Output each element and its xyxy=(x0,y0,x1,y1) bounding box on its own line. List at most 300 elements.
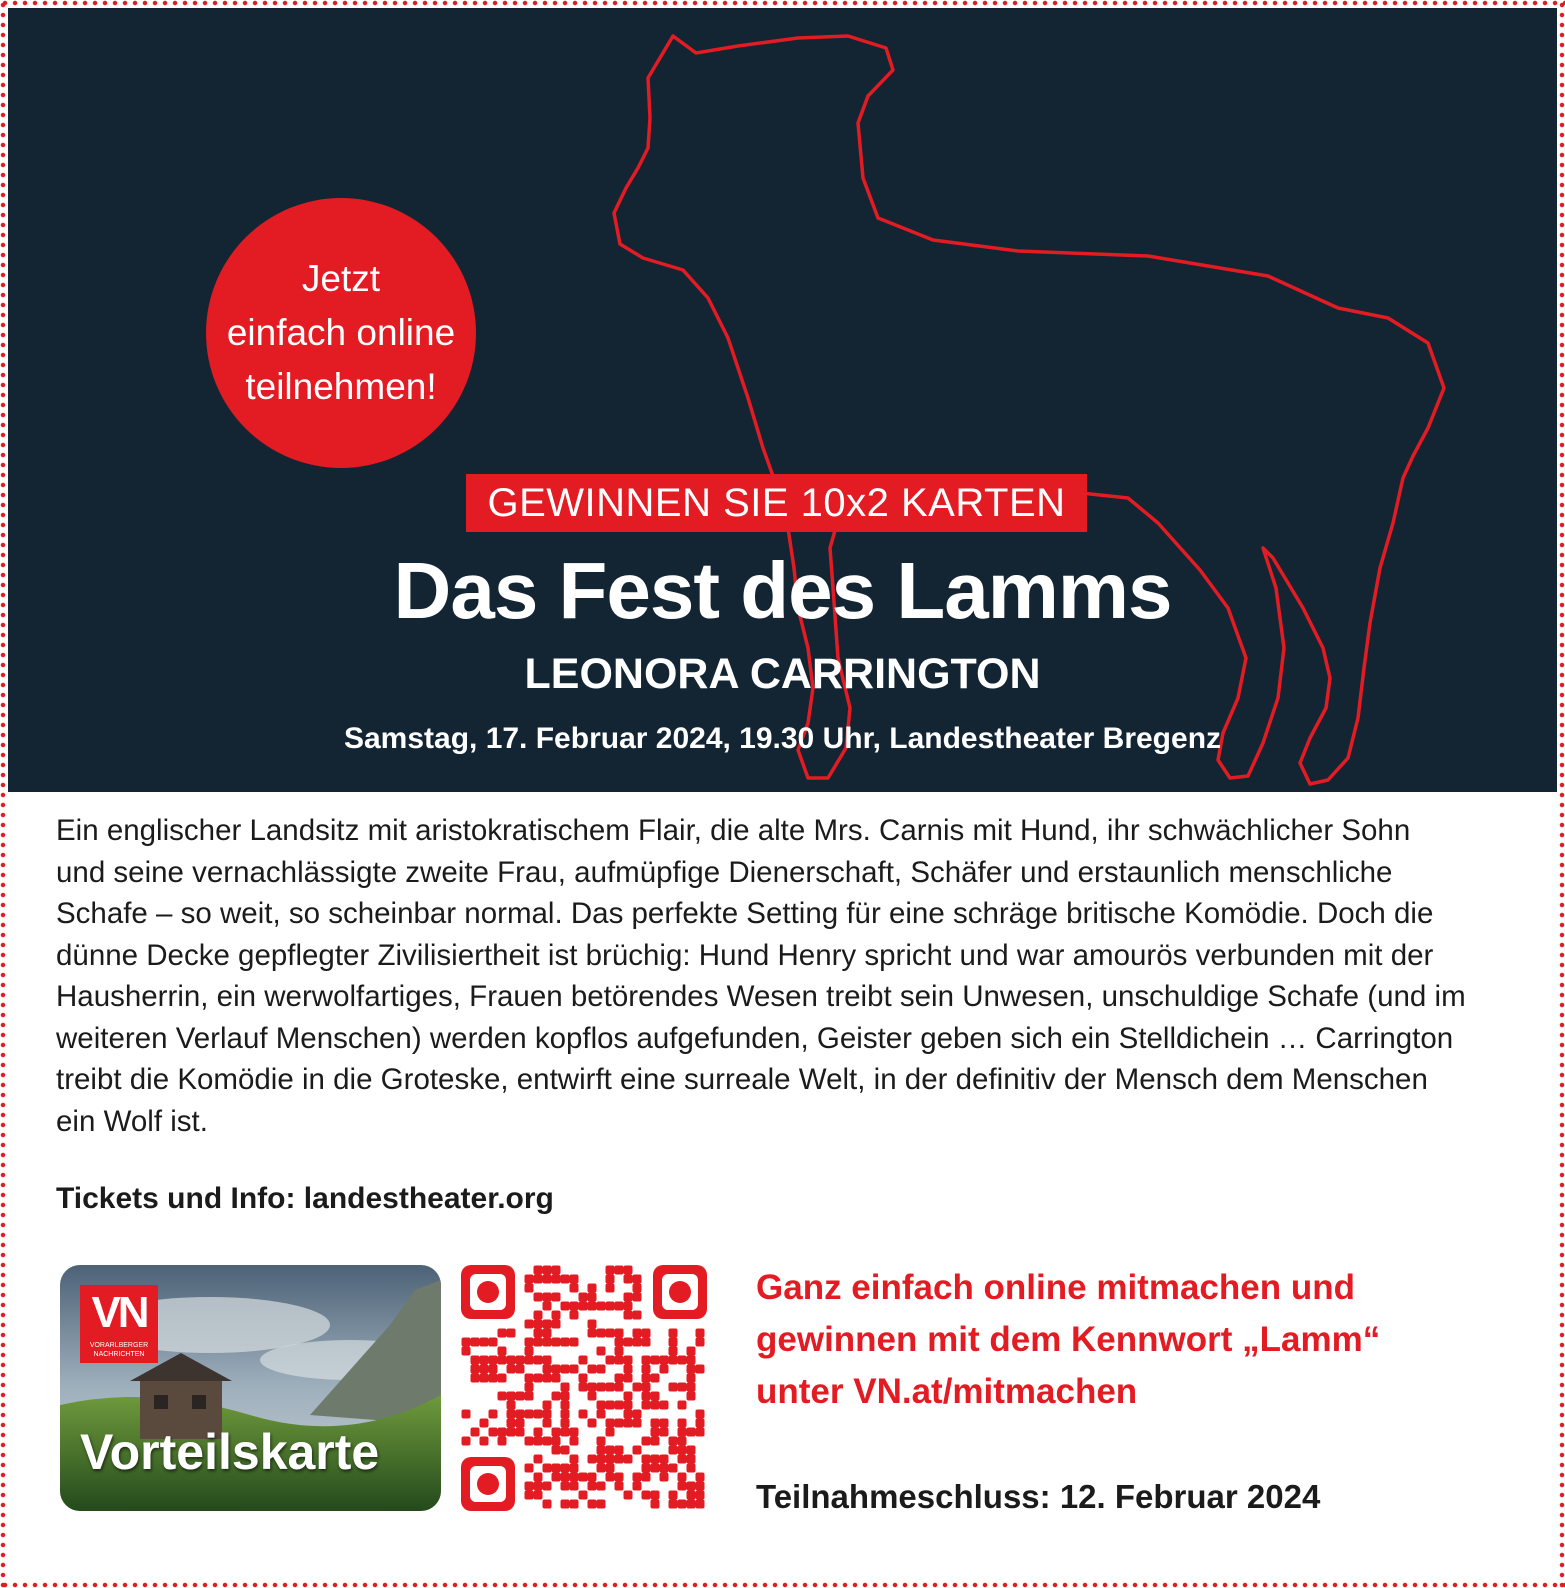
qr-module xyxy=(525,1464,534,1473)
qr-module xyxy=(687,1392,696,1401)
qr-module xyxy=(534,1437,543,1446)
qr-code-icon[interactable] xyxy=(461,1265,707,1511)
qr-module xyxy=(579,1293,588,1302)
qr-module xyxy=(543,1464,552,1473)
qr-module xyxy=(462,1338,471,1347)
coupon-border-right xyxy=(1559,0,1565,1588)
qr-module xyxy=(534,1338,543,1347)
qr-module xyxy=(687,1374,696,1383)
qr-module xyxy=(678,1401,687,1410)
card-label: Vorteilskarte xyxy=(80,1424,380,1480)
qr-module xyxy=(543,1401,552,1410)
qr-module xyxy=(633,1311,642,1320)
participation-deadline: Teilnahmeschluss: 12. Februar 2024 xyxy=(756,1478,1321,1515)
qr-module xyxy=(534,1491,543,1500)
qr-module xyxy=(669,1491,678,1500)
qr-module xyxy=(633,1410,642,1419)
qr-module xyxy=(687,1500,696,1509)
cta-line: Ganz einfach online mitmachen und xyxy=(756,1268,1355,1307)
qr-module xyxy=(615,1329,624,1338)
qr-module xyxy=(588,1419,597,1428)
qr-module xyxy=(561,1392,570,1401)
qr-module xyxy=(624,1392,633,1401)
qr-module xyxy=(534,1320,543,1329)
qr-module xyxy=(651,1392,660,1401)
author-name: LEONORA CARRINGTON xyxy=(524,650,1041,698)
qr-module xyxy=(642,1491,651,1500)
qr-module xyxy=(696,1491,705,1500)
qr-module xyxy=(471,1338,480,1347)
qr-module xyxy=(669,1446,678,1455)
qr-module xyxy=(498,1428,507,1437)
qr-module xyxy=(678,1356,687,1365)
qr-module xyxy=(642,1392,651,1401)
qr-module xyxy=(534,1482,543,1491)
qr-module xyxy=(606,1455,615,1464)
qr-module xyxy=(561,1338,570,1347)
qr-module xyxy=(660,1473,669,1482)
qr-module xyxy=(669,1356,678,1365)
qr-module xyxy=(660,1356,669,1365)
qr-module xyxy=(507,1365,516,1374)
description-line: treibt die Komödie in die Groteske, entwirft eine surreale Welt, in der definitiv der Mensch dem Menschen xyxy=(56,1063,1428,1096)
qr-module xyxy=(696,1410,705,1419)
qr-module xyxy=(480,1338,489,1347)
qr-module xyxy=(606,1356,615,1365)
qr-module xyxy=(480,1437,489,1446)
qr-module xyxy=(570,1311,579,1320)
qr-module xyxy=(534,1275,543,1284)
qr-module xyxy=(534,1293,543,1302)
qr-module xyxy=(570,1482,579,1491)
qr-module xyxy=(507,1329,516,1338)
qr-module xyxy=(651,1419,660,1428)
qr-module xyxy=(480,1374,489,1383)
qr-module xyxy=(462,1347,471,1356)
qr-module xyxy=(597,1455,606,1464)
qr-module xyxy=(642,1464,651,1473)
qr-module xyxy=(687,1365,696,1374)
qr-module xyxy=(606,1419,615,1428)
qr-module xyxy=(615,1455,624,1464)
qr-module xyxy=(597,1464,606,1473)
cta-line: unter VN.at/mitmachen xyxy=(756,1372,1138,1411)
qr-module xyxy=(642,1401,651,1410)
qr-module xyxy=(624,1338,633,1347)
qr-module xyxy=(660,1428,669,1437)
qr-module xyxy=(651,1500,660,1509)
qr-module xyxy=(543,1356,552,1365)
coupon-border-top xyxy=(0,0,1565,6)
qr-module xyxy=(561,1275,570,1284)
qr-module xyxy=(525,1338,534,1347)
qr-module xyxy=(471,1356,480,1365)
qr-module xyxy=(633,1446,642,1455)
qr-module xyxy=(606,1446,615,1455)
qr-module xyxy=(543,1500,552,1509)
qr-module xyxy=(525,1392,534,1401)
qr-module xyxy=(597,1401,606,1410)
qr-module xyxy=(525,1374,534,1383)
qr-module xyxy=(552,1464,561,1473)
qr-module xyxy=(579,1356,588,1365)
qr-module xyxy=(651,1491,660,1500)
qr-module xyxy=(624,1419,633,1428)
qr-module xyxy=(678,1437,687,1446)
qr-module xyxy=(597,1446,606,1455)
description-line: und seine vernachlässigte zweite Frau, aufmüpfige Dienerschaft, Schäfer und erstaunlich menschliche xyxy=(56,855,1393,889)
vn-logo-sub-line: VORARLBERGER xyxy=(89,1342,149,1349)
qr-module xyxy=(624,1311,633,1320)
qr-module xyxy=(606,1428,615,1437)
description-line: weiteren Verlauf Menschen) werden kopflos aufgefunden, Geister geben sich ein Stelldichein … Carrington xyxy=(56,1021,1454,1055)
qr-module xyxy=(489,1356,498,1365)
qr-module xyxy=(606,1464,615,1473)
qr-module xyxy=(597,1302,606,1311)
qr-module xyxy=(624,1410,633,1419)
qr-module xyxy=(543,1482,552,1491)
qr-module xyxy=(624,1302,633,1311)
qr-module xyxy=(525,1356,534,1365)
qr-module xyxy=(552,1365,561,1374)
qr-module xyxy=(696,1482,705,1491)
qr-module xyxy=(624,1401,633,1410)
qr-module xyxy=(615,1347,624,1356)
qr-module xyxy=(642,1383,651,1392)
qr-module xyxy=(615,1482,624,1491)
qr-module xyxy=(570,1275,579,1284)
qr-module xyxy=(552,1428,561,1437)
qr-module xyxy=(615,1356,624,1365)
description-line: ein Wolf ist. xyxy=(56,1104,208,1138)
qr-module xyxy=(615,1419,624,1428)
qr-module xyxy=(534,1473,543,1482)
qr-module xyxy=(543,1266,552,1275)
qr-module xyxy=(525,1410,534,1419)
vorteilskarte-card xyxy=(60,1265,441,1511)
qr-module xyxy=(525,1320,534,1329)
description-line: Schafe – so weit, so scheinbar normal. Das perfekte Setting für eine schräge britische Komödie. Doch die xyxy=(56,897,1434,930)
qr-module xyxy=(471,1374,480,1383)
coupon-border-bottom xyxy=(0,1582,1565,1588)
qr-module xyxy=(588,1500,597,1509)
qr-module xyxy=(597,1500,606,1509)
qr-module xyxy=(651,1437,660,1446)
qr-module xyxy=(606,1302,615,1311)
qr-module xyxy=(525,1383,534,1392)
qr-module xyxy=(552,1338,561,1347)
qr-module xyxy=(480,1356,489,1365)
qr-module xyxy=(552,1446,561,1455)
play-title: Das Fest des Lamms xyxy=(393,546,1172,635)
qr-module xyxy=(669,1464,678,1473)
qr-module xyxy=(570,1500,579,1509)
qr-module xyxy=(624,1365,633,1374)
badge-line: teilnehmen! xyxy=(245,366,437,407)
qr-module xyxy=(543,1329,552,1338)
qr-module xyxy=(615,1338,624,1347)
qr-module xyxy=(615,1446,624,1455)
qr-module xyxy=(534,1428,543,1437)
qr-module xyxy=(597,1365,606,1374)
qr-module xyxy=(543,1410,552,1419)
qr-module xyxy=(552,1437,561,1446)
win-banner: GEWINNEN SIE 10x2 KARTEN xyxy=(466,474,1087,532)
qr-module xyxy=(606,1383,615,1392)
qr-module xyxy=(516,1419,525,1428)
qr-module xyxy=(516,1428,525,1437)
qr-module xyxy=(651,1455,660,1464)
qr-module xyxy=(516,1356,525,1365)
qr-module xyxy=(552,1275,561,1284)
description-paragraph xyxy=(56,810,1506,1142)
qr-module xyxy=(633,1329,642,1338)
qr-module xyxy=(561,1401,570,1410)
qr-module xyxy=(669,1329,678,1338)
qr-module xyxy=(687,1428,696,1437)
qr-module xyxy=(669,1347,678,1356)
qr-module xyxy=(498,1347,507,1356)
qr-module xyxy=(687,1482,696,1491)
qr-module xyxy=(669,1437,678,1446)
description-line: Ein englischer Landsitz mit aristokratischem Flair, die alte Mrs. Carnis mit Hund, ihr schwächlicher Sohn xyxy=(56,814,1411,847)
qr-module xyxy=(498,1437,507,1446)
qr-module xyxy=(678,1500,687,1509)
qr-module xyxy=(516,1410,525,1419)
qr-module xyxy=(552,1392,561,1401)
qr-module xyxy=(660,1365,669,1374)
qr-module xyxy=(651,1428,660,1437)
qr-module xyxy=(462,1437,471,1446)
qr-module xyxy=(507,1410,516,1419)
qr-module xyxy=(570,1365,579,1374)
qr-module xyxy=(570,1284,579,1293)
qr-module xyxy=(624,1455,633,1464)
qr-module xyxy=(516,1365,525,1374)
qr-module xyxy=(696,1419,705,1428)
qr-module xyxy=(597,1329,606,1338)
qr-module xyxy=(642,1437,651,1446)
qr-module xyxy=(570,1428,579,1437)
qr-module xyxy=(588,1455,597,1464)
qr-module xyxy=(588,1365,597,1374)
qr-module xyxy=(642,1365,651,1374)
qr-module xyxy=(615,1383,624,1392)
qr-module xyxy=(588,1383,597,1392)
qr-module xyxy=(525,1437,534,1446)
qr-module xyxy=(687,1383,696,1392)
qr-module xyxy=(633,1383,642,1392)
qr-module xyxy=(678,1473,687,1482)
qr-module xyxy=(687,1347,696,1356)
qr-module xyxy=(507,1419,516,1428)
qr-module xyxy=(534,1329,543,1338)
qr-module xyxy=(669,1500,678,1509)
qr-module xyxy=(579,1473,588,1482)
qr-module xyxy=(516,1392,525,1401)
qr-module xyxy=(570,1464,579,1473)
qr-module xyxy=(588,1293,597,1302)
qr-module xyxy=(489,1410,498,1419)
qr-module xyxy=(624,1491,633,1500)
qr-module xyxy=(579,1410,588,1419)
qr-module xyxy=(525,1482,534,1491)
qr-module xyxy=(579,1491,588,1500)
qr-module xyxy=(570,1338,579,1347)
qr-module xyxy=(534,1266,543,1275)
tickets-info-link[interactable]: Tickets und Info: landestheater.org xyxy=(56,1182,554,1215)
qr-module xyxy=(579,1302,588,1311)
qr-module xyxy=(543,1302,552,1311)
qr-module xyxy=(687,1446,696,1455)
qr-module xyxy=(633,1473,642,1482)
qr-module xyxy=(687,1455,696,1464)
qr-module xyxy=(507,1401,516,1410)
qr-module xyxy=(678,1446,687,1455)
qr-module xyxy=(525,1275,534,1284)
qr-module xyxy=(561,1500,570,1509)
qr-module xyxy=(570,1455,579,1464)
qr-module xyxy=(471,1428,480,1437)
qr-module xyxy=(696,1365,705,1374)
description-line: Hausherrin, ein werwolfartiges, Frauen betörendes Wesen treibt sein Unwesen, unschuldige Schafe (und im xyxy=(56,980,1466,1013)
badge-line: einfach online xyxy=(226,312,456,353)
qr-module xyxy=(678,1455,687,1464)
qr-module xyxy=(633,1284,642,1293)
qr-module xyxy=(597,1383,606,1392)
qr-module xyxy=(597,1482,606,1491)
qr-module xyxy=(651,1464,660,1473)
qr-module xyxy=(552,1473,561,1482)
qr-module xyxy=(525,1491,534,1500)
qr-module xyxy=(489,1428,498,1437)
qr-module xyxy=(660,1419,669,1428)
qr-module xyxy=(489,1374,498,1383)
qr-module xyxy=(642,1473,651,1482)
qr-module xyxy=(570,1473,579,1482)
qr-module xyxy=(633,1275,642,1284)
coupon-border-left xyxy=(0,0,6,1588)
qr-module xyxy=(498,1374,507,1383)
participate-badge[interactable] xyxy=(206,198,476,468)
qr-module xyxy=(651,1356,660,1365)
qr-module xyxy=(498,1392,507,1401)
qr-module xyxy=(498,1329,507,1338)
qr-module xyxy=(570,1302,579,1311)
qr-module xyxy=(552,1293,561,1302)
qr-module xyxy=(606,1329,615,1338)
qr-module xyxy=(606,1284,615,1293)
qr-module xyxy=(615,1374,624,1383)
qr-module xyxy=(606,1266,615,1275)
qr-module xyxy=(561,1428,570,1437)
qr-module xyxy=(687,1356,696,1365)
qr-module xyxy=(606,1401,615,1410)
qr-module xyxy=(534,1356,543,1365)
vn-logo-icon xyxy=(80,1285,158,1363)
qr-module xyxy=(642,1338,651,1347)
qr-module xyxy=(606,1275,615,1284)
qr-module xyxy=(660,1401,669,1410)
qr-module xyxy=(696,1338,705,1347)
qr-module xyxy=(561,1365,570,1374)
qr-module xyxy=(669,1338,678,1347)
qr-module xyxy=(588,1320,597,1329)
qr-module xyxy=(696,1500,705,1509)
qr-module xyxy=(624,1374,633,1383)
qr-module xyxy=(462,1410,471,1419)
qr-module xyxy=(543,1320,552,1329)
qr-module xyxy=(687,1491,696,1500)
qr-module xyxy=(552,1320,561,1329)
qr-module xyxy=(525,1347,534,1356)
qr-module xyxy=(588,1473,597,1482)
cta-line: gewinnen mit dem Kennwort „Lamm“ xyxy=(756,1320,1381,1359)
event-date-venue: Samstag, 17. Februar 2024, 19.30 Uhr, Landestheater Bregenz xyxy=(343,722,1222,755)
qr-module xyxy=(678,1428,687,1437)
qr-module xyxy=(534,1455,543,1464)
qr-module xyxy=(543,1365,552,1374)
qr-module xyxy=(588,1392,597,1401)
qr-module xyxy=(624,1266,633,1275)
qr-module xyxy=(642,1329,651,1338)
qr-module xyxy=(507,1428,516,1437)
qr-module xyxy=(633,1482,642,1491)
qr-module xyxy=(588,1329,597,1338)
qr-module xyxy=(615,1266,624,1275)
qr-module xyxy=(507,1356,516,1365)
qr-module xyxy=(615,1302,624,1311)
qr-module xyxy=(660,1455,669,1464)
qr-module xyxy=(543,1275,552,1284)
qr-module xyxy=(660,1464,669,1473)
badge-line: Jetzt xyxy=(301,258,381,299)
qr-module xyxy=(552,1266,561,1275)
qr-module xyxy=(561,1464,570,1473)
qr-module xyxy=(615,1473,624,1482)
qr-module xyxy=(579,1374,588,1383)
qr-module xyxy=(696,1428,705,1437)
qr-module xyxy=(651,1401,660,1410)
qr-module xyxy=(678,1482,687,1491)
qr-module xyxy=(633,1419,642,1428)
qr-module xyxy=(561,1482,570,1491)
qr-module xyxy=(543,1293,552,1302)
qr-module xyxy=(561,1410,570,1419)
qr-module xyxy=(489,1338,498,1347)
qr-module xyxy=(543,1419,552,1428)
qr-module xyxy=(471,1365,480,1374)
qr-module xyxy=(507,1392,516,1401)
qr-module xyxy=(597,1410,606,1419)
qr-module xyxy=(543,1338,552,1347)
qr-module xyxy=(597,1347,606,1356)
qr-module xyxy=(588,1302,597,1311)
qr-module xyxy=(642,1356,651,1365)
qr-module xyxy=(552,1374,561,1383)
qr-module xyxy=(696,1473,705,1482)
qr-module xyxy=(579,1383,588,1392)
qr-module xyxy=(534,1410,543,1419)
qr-module xyxy=(615,1401,624,1410)
vn-logo-sub-line: NACHRICHTEN xyxy=(93,1351,145,1358)
qr-module xyxy=(525,1284,534,1293)
qr-module xyxy=(489,1365,498,1374)
call-to-action[interactable] xyxy=(756,1262,1380,1418)
qr-module xyxy=(480,1365,489,1374)
qr-module xyxy=(552,1311,561,1320)
qr-module xyxy=(480,1419,489,1428)
